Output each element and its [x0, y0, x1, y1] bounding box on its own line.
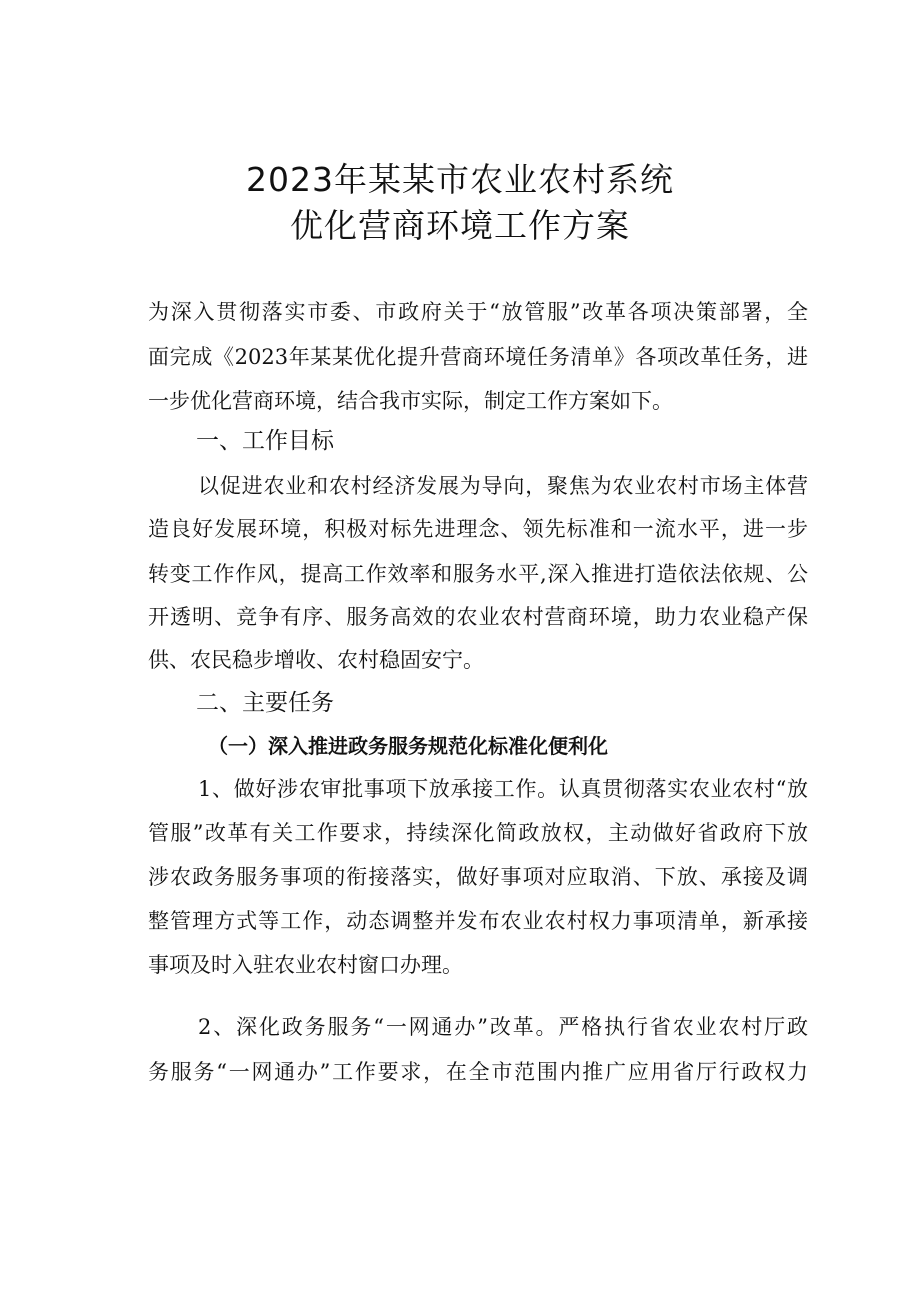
task-item-2-line: 务服务“一网通办”工作要求，在全市范围内推广应用省厅行政权力	[148, 1060, 808, 1084]
goals-line: 转变工作作风，提高工作效率和服务水平,深入推进打造依法依规、公	[148, 562, 808, 586]
task-item-1-line: 涉农政务服务事项的衔接落实，做好事项对应取消、下放、承接及调	[148, 865, 808, 889]
document-title-line-1: 2023年某某市农业农村系统	[246, 160, 674, 199]
task-item-1-line: 事项及时入驻农业农村窗口办理。	[148, 953, 463, 977]
task-item-1-line: 整管理方式等工作，动态调整并发布农业农村权力事项清单，新承接	[148, 909, 808, 933]
section-heading-tasks: 二、主要任务	[196, 690, 334, 716]
intro-line: 一步优化营商环境，结合我市实际，制定工作方案如下。	[148, 389, 673, 413]
document-title-line-2: 优化营商环境工作方案	[290, 206, 630, 245]
task-item-1-line: 1、做好涉农审批事项下放承接工作。认真贯彻落实农业农村“放	[198, 777, 808, 801]
goals-line: 供、农民稳步增收、农村稳固安宁。	[148, 648, 484, 672]
goals-line: 以促进农业和农村经济发展为导向，聚焦为农业农村市场主体营	[198, 474, 808, 498]
goals-line: 开透明、竞争有序、服务高效的农业农村营商环境，助力农业稳产保	[148, 605, 808, 629]
task-item-2-line: 2、深化政务服务“一网通办”改革。严格执行省农业农村厅政	[198, 1015, 808, 1039]
goals-line: 造良好发展环境，积极对标先进理念、领先标准和一流水平，进一步	[148, 517, 808, 541]
section-heading-goals: 一、工作目标	[196, 428, 334, 454]
intro-line: 为深入贯彻落实市委、市政府关于“放管服”改革各项决策部署，全	[148, 300, 808, 324]
subsection-heading: （一）深入推进政务服务规范化标准化便利化	[208, 734, 608, 758]
task-item-1-line: 管服”改革有关工作要求，持续深化简政放权，主动做好省政府下放	[148, 821, 808, 845]
intro-line: 面完成《2023年某某优化提升营商环境任务清单》各项改革任务，进	[148, 345, 808, 369]
